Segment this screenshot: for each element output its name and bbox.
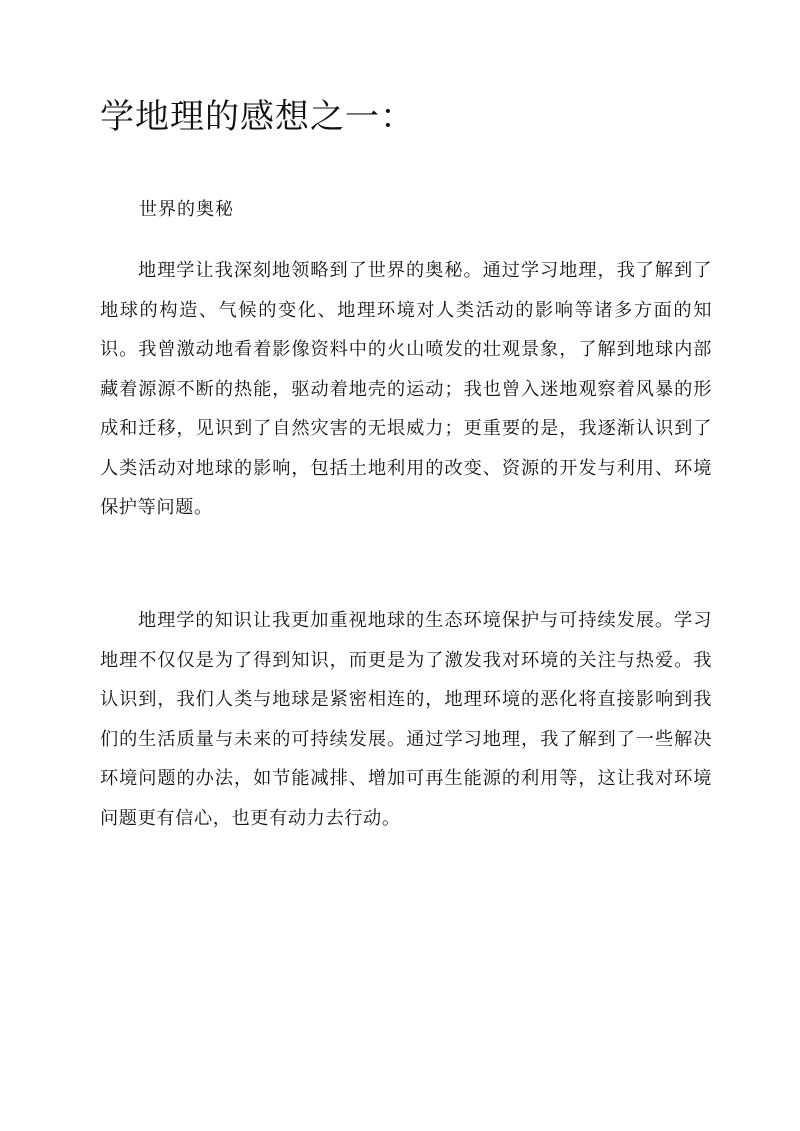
paragraph-1: 地理学让我深刻地领略到了世界的奥秘。通过学习地理，我了解到了地球的构造、气候的变化、地理环境对人类活动的影响等诸多方面的知识。我曾激动地看着影像资料中的火山喷发的壮观景象，了解到地球内部藏着源源不断的热能，驱动着地壳的运动；我也曾入迷地观察着风暴的形成和迁移，见识到了自然灾害的无垠威力；更重要的是，我逐渐认识到了人类活动对地球的影响，包括土地利用的改变、资源的开发与利用、环境保护等问题。: [100, 260, 712, 518]
document-subtitle: 世界的奥秘: [139, 199, 234, 220]
paragraph-2: 地理学的知识让我更加重视地球的生态环境保护与可持续发展。学习地理不仅仅是为了得到知识，而更是为了激发我对环境的关注与热爱。我认识到，我们人类与地球是紧密相连的，地理环境的恶化将直接影响到我们的生活质量与未来的可持续发展。通过学习地理，我了解到了一些解决环境问题的办法，如节能减排、增加可再生能源的利用等，这让我对环境问题更有信心，也更有动力去行动。: [100, 610, 712, 829]
document-title: 学地理的感想之一：: [100, 97, 415, 137]
